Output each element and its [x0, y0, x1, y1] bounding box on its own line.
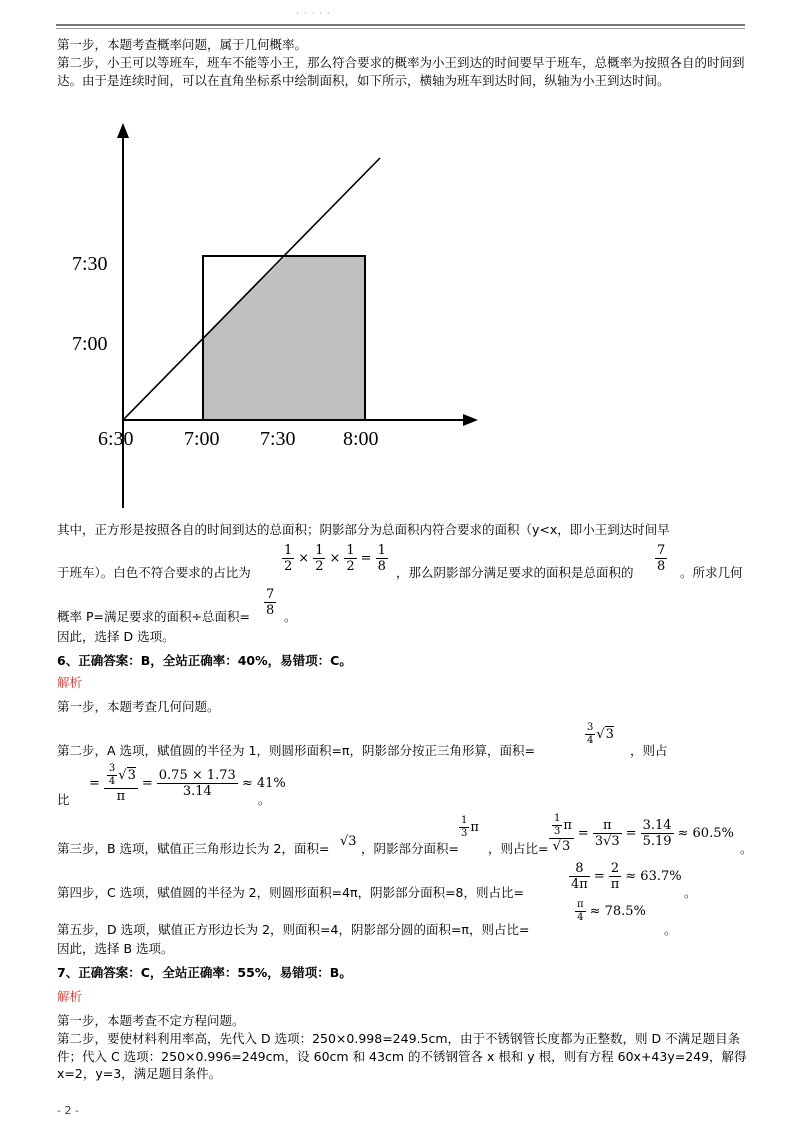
- probability-figure: [60, 118, 480, 518]
- fraction-seven-eighths-2: $\frac{7}{8}$: [266, 587, 275, 618]
- explain-p2a: 于班车）。白色不符合要求的占比为: [57, 565, 251, 580]
- header-mark: · · · · ·: [296, 9, 331, 19]
- q6-step1: 第一步，本题考查几何问题。: [57, 699, 220, 714]
- x-tick-label: 7:30: [260, 428, 296, 450]
- q6-step3c: ，则占比=: [488, 841, 549, 856]
- q6-step2-ratio: = $\frac{3}{4}$ √3 π = $\frac{0.75 \times 1.73}{3.14}$ ≈ 41%: [89, 763, 286, 804]
- q7-step2: 第二步，要使材料利用率高，先代入 D 选项：250×0.998=249.5cm，由于不锈钢管长度都为正整数，则 D 不满足题目条件；代入 C 选项：250×0.996=249cm，设 60cm 和 43cm 的不锈钢管各 x 根和 y 根，则有方程 60x+43y=249，解得 x=2，y=3，满足题目条件。: [57, 1031, 747, 1081]
- q6-step3-ratio: $\frac{1}{3}$ π √3 = $\frac{\pi}{3√3}$ = $\frac{3.14}{5.19}$ ≈ 60.5%: [548, 813, 737, 854]
- q6-step3-end: 。: [740, 841, 753, 856]
- q6-step5-ratio: $\frac{\pi}{4}$ ≈ 78.5%: [577, 899, 646, 923]
- fraction-seven-eighths: $\frac{7}{8}$: [657, 543, 666, 574]
- y-tick-label: 7:30: [72, 253, 108, 275]
- explain-p2b: ，那么阴影部分满足要求的面积是总面积的: [396, 565, 634, 580]
- q6-step5-end: 。: [664, 922, 677, 937]
- q7-analysis-label: 解析: [57, 989, 83, 1004]
- header-rule: [56, 24, 745, 26]
- q6-step2b: ，则占: [630, 743, 668, 758]
- q6-step4a: 第四步，C 选项，赋值圆的半径为 2，则圆形面积=4π，阴影部分面积=8，则占比=: [57, 885, 524, 900]
- q6-step3-frac: $\frac{1}{3}$ π: [461, 815, 479, 839]
- q6-step4-end: 。: [684, 885, 697, 900]
- q6-step2c: 比: [57, 792, 70, 807]
- q7-step1: 第一步，本题考查不定方程问题。: [57, 1013, 245, 1028]
- x-tick-label: 6:30: [98, 428, 134, 450]
- q6-step2-area: $\frac{3}{4}$ √3: [587, 722, 614, 746]
- x-axis-arrow: [463, 414, 478, 426]
- q6-step3b: ，阴影部分面积=: [361, 841, 459, 856]
- q6-answer: 6、正确答案：B，全站正确率：40%，易错项：C。: [57, 653, 352, 668]
- page-number: - 2 -: [57, 1104, 79, 1117]
- explain-p3: 概率 P=满足要求的面积÷总面积=: [57, 609, 250, 624]
- q6-step2a: 第二步，A 选项，赋值圆的半径为 1，则圆形面积=π，阴影部分按正三角形算，面积=: [57, 743, 535, 758]
- q6-step3a: 第三步，B 选项，赋值正三角形边长为 2，面积=: [57, 841, 330, 856]
- q6-step5a: 第五步，D 选项，赋值正方形边长为 2，则面积=4，阴影部分圆的面积=π，则占比=: [57, 922, 530, 937]
- intro-step1: 第一步，本题考查概率问题，属于几何概率。: [57, 37, 308, 52]
- q7-answer: 7、正确答案：C，全站正确率：55%，易错项：B。: [57, 965, 352, 980]
- x-tick-label: 7:00: [184, 428, 220, 450]
- q6-step4-ratio: $\frac{8}{4\pi}$ = $\frac{2}{\pi}$ ≈ 63.7%: [571, 861, 682, 892]
- q6-conclusion: 因此，选择 B 选项。: [57, 941, 174, 956]
- explain-p2c: 。所求几何: [680, 565, 743, 580]
- explain-conclusion: 因此，选择 D 选项。: [57, 629, 175, 644]
- x-tick-label: 8:00: [343, 428, 379, 450]
- y-tick-label: 7:00: [72, 333, 108, 355]
- q6-step3-sqrt: √3: [340, 834, 357, 849]
- y-axis-arrow: [117, 123, 129, 138]
- q6-analysis-label: 解析: [57, 675, 83, 690]
- shaded-region: [203, 256, 365, 420]
- header-rule-thin: [56, 28, 745, 29]
- explain-p1: 其中，正方形是按照各自的时间到达的总面积；阴影部分为总面积内符合要求的面积（y<x，即小王到达时间早: [57, 522, 670, 537]
- intro-step2: 第二步，小王可以等班车，班车不能等小王，那么符合要求的概率为小王到达的时间要早于班车，总概率为按照各自的时间到达。由于是连续时间，可以在直角坐标系中绘制面积，如下所示，横轴为班车到达时间，纵轴为小王到达时间。: [57, 55, 745, 88]
- explain-p3-end: 。: [284, 609, 297, 624]
- fraction-product: $\frac{1}{2}$ × $\frac{1}{2}$ × $\frac{1}{2}$ = $\frac{1}{8}$: [284, 543, 386, 574]
- q6-step2-end: 。: [258, 792, 271, 807]
